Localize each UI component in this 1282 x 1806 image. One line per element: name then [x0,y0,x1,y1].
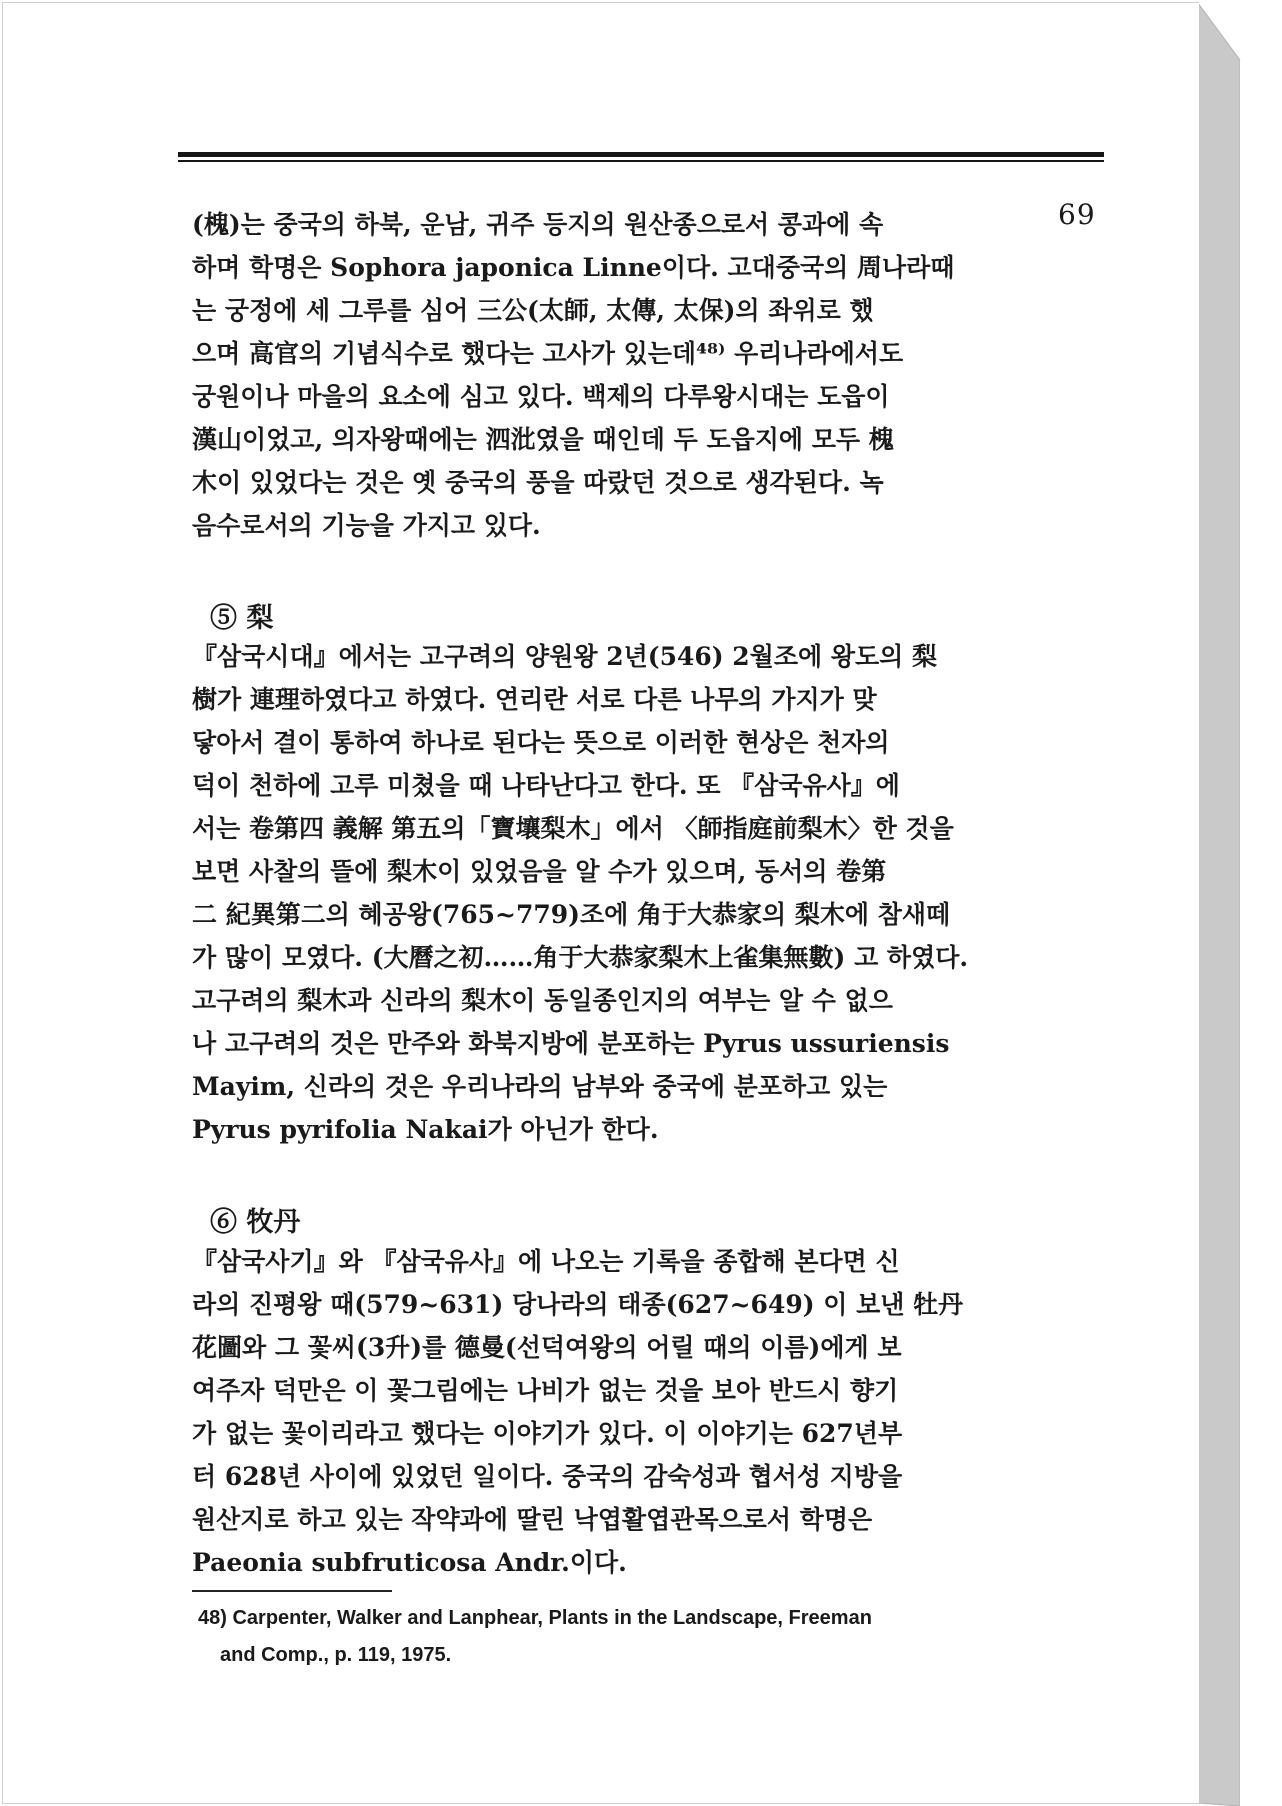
page-number: 69 [1058,198,1096,231]
text-line: 궁원이나 마을의 요소에 심고 있다. 백제의 다루왕시대는 도읍이 [192,382,890,411]
text-line: 터 628년 사이에 있었던 일이다. 중국의 감숙성과 협서성 지방을 [192,1462,903,1491]
footnote-line: and Comp., p. 119, 1975. [220,1644,452,1666]
footnote-line: 48) Carpenter, Walker and Lanphear, Plants in the Landscape, Freeman [198,1607,872,1629]
text-line: 는 궁정에 세 그루를 심어 三公(太師, 太傳, 太保)의 좌위로 했 [192,296,874,325]
section-heading-pear: ⑤ 梨 [210,603,274,634]
text-line: 덕이 천하에 고루 미쳤을 때 나타난다고 한다. 또 『삼국유사』에 [192,771,900,800]
text-line: 二 紀異第二의 혜공왕(765~779)조에 角于大恭家의 梨木에 참새떼 [192,900,951,929]
text-line: 漢山이었고, 의자왕때에는 泗沘였을 때인데 두 도읍지에 모두 槐 [192,425,894,454]
text-line: 서는 卷第四 義解 第五의「寶壤梨木」에서 〈師指庭前梨木〉한 것을 [192,814,954,843]
text-line: 음수로서의 기능을 가지고 있다. [192,511,541,540]
text-line: 樹가 連理하였다고 하였다. 연리란 서로 다른 나무의 가지가 맞 [192,685,877,714]
footnote-rule [192,1590,392,1592]
text-line: 木이 있었다는 것은 옛 중국의 풍을 따랐던 것으로 생각된다. 녹 [192,468,884,497]
text-line: 으며 高官의 기념식수로 했다는 고사가 있는데⁴⁸⁾ 우리나라에서도 [192,339,904,368]
text-line: 『삼국시대』에서는 고구려의 양원왕 2년(546) 2월조에 왕도의 梨 [192,642,938,671]
intro-paragraph [192,203,955,547]
header-rule-thick [178,152,1104,157]
text-line: 하며 학명은 Sophora japonica Linne이다. 고대중국의 周나라때 [192,253,955,282]
text-line: (槐)는 중국의 하북, 운남, 귀주 등지의 원산종으로서 콩과에 속 [192,210,884,239]
text-line: 가 많이 모였다. (大曆之初……角于大恭家梨木上雀集無數) 고 하였다. [192,943,969,972]
text-line: 여주자 덕만은 이 꽃그림에는 나비가 없는 것을 보아 반드시 향기 [192,1376,899,1405]
section-heading-peony: ⑥ 牧丹 [210,1207,301,1238]
text-line: Paeonia subfruticosa Andr.이다. [192,1548,627,1577]
text-line: Pyrus pyrifolia Nakai가 아닌가 한다. [192,1115,659,1144]
text-line: 보면 사찰의 뜰에 梨木이 있었음을 알 수가 있으며, 동서의 卷第 [192,857,887,886]
header-rule-thin [178,160,1104,162]
text-line: 원산지로 하고 있는 작약과에 딸린 낙엽활엽관목으로서 학명은 [192,1505,873,1534]
text-line: 라의 진평왕 때(579~631) 당나라의 태종(627~649) 이 보낸 牡丹 [192,1290,964,1319]
text-line: 고구려의 梨木과 신라의 梨木이 동일종인지의 여부는 알 수 없으 [192,986,893,1015]
text-line: Mayim, 신라의 것은 우리나라의 남부와 중국에 분포하고 있는 [192,1072,888,1101]
footnote [198,1600,958,1674]
text-line: 『삼국사기』와 『삼국유사』에 나오는 기록을 종합해 본다면 신 [192,1247,900,1276]
peony-paragraph [192,1240,964,1584]
text-line: 花圖와 그 꽃씨(3升)를 德曼(선덕여왕의 어릴 때의 이름)에게 보 [192,1333,902,1362]
text-line: 가 없는 꽃이리라고 했다는 이야기가 있다. 이 이야기는 627년부 [192,1419,903,1448]
pear-paragraph [192,635,969,1151]
text-line: 닿아서 결이 통하여 하나로 된다는 뜻으로 이러한 현상은 천자의 [192,728,890,757]
text-line: 나 고구려의 것은 만주와 화북지방에 분포하는 Pyrus ussuriensis [192,1029,950,1058]
